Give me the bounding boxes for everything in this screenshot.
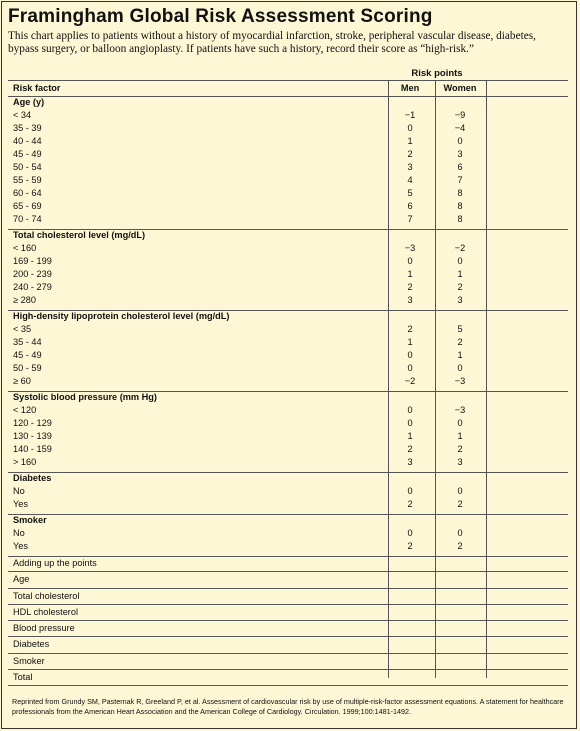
table-row <box>8 430 568 443</box>
table-header-row <box>8 80 568 96</box>
risk-points-header: Risk points <box>411 68 463 79</box>
men-points: 2 <box>407 444 413 454</box>
women-points: 0 <box>457 528 463 538</box>
table-row <box>8 122 568 135</box>
section-heading: High-density lipoprotein cholesterol level (mg/dL) <box>13 311 230 321</box>
section-rule <box>8 229 568 230</box>
men-points: 7 <box>407 214 413 224</box>
totals-label: Diabetes <box>13 639 50 650</box>
section-heading-row <box>8 514 568 527</box>
totals-label: Smoker <box>13 655 45 666</box>
risk-factor-label: 169 - 199 <box>13 256 52 266</box>
men-points: 0 <box>407 486 413 496</box>
women-points: 0 <box>457 136 463 146</box>
women-points: 5 <box>457 324 463 334</box>
risk-factor-label: 60 - 64 <box>13 188 42 198</box>
men-points: 4 <box>407 175 413 185</box>
table-row <box>8 242 568 255</box>
section-rule <box>8 310 568 311</box>
risk-factor-label: 200 - 239 <box>13 269 52 279</box>
table-row <box>8 109 568 122</box>
risk-factor-label: 55 - 59 <box>13 175 42 185</box>
risk-factor-label: 130 - 139 <box>13 431 52 441</box>
risk-factor-label: < 120 <box>13 405 37 415</box>
table-row <box>8 281 568 294</box>
section-heading: Diabetes <box>13 473 52 483</box>
women-points: 3 <box>457 295 463 305</box>
men-points: 1 <box>407 431 413 441</box>
men-points: −3 <box>404 243 416 253</box>
risk-table <box>8 80 568 683</box>
risk-factor-label: 50 - 59 <box>13 363 42 373</box>
risk-factor-label: > 160 <box>13 457 37 467</box>
risk-factor-header: Risk factor <box>13 83 61 93</box>
table-row <box>8 443 568 456</box>
table-row <box>8 498 568 511</box>
table-row <box>8 268 568 281</box>
risk-factor-label: 45 - 49 <box>13 350 42 360</box>
men-points: 1 <box>407 269 413 279</box>
column-rule <box>388 80 389 678</box>
men-points: 0 <box>407 350 413 360</box>
risk-factor-label: < 34 <box>13 110 32 120</box>
men-points: 3 <box>407 457 413 467</box>
section-rule <box>8 556 568 557</box>
table-row <box>8 417 568 430</box>
totals-label: Total <box>13 672 33 683</box>
risk-factor-label: Yes <box>13 541 28 551</box>
risk-factor-label: Yes <box>13 499 28 509</box>
men-points: −2 <box>404 376 416 386</box>
risk-factor-label: 120 - 129 <box>13 418 52 428</box>
men-points: 2 <box>407 324 413 334</box>
section-rule <box>8 391 568 392</box>
women-points: 8 <box>457 201 463 211</box>
table-row <box>8 323 568 336</box>
table-row <box>8 527 568 540</box>
women-points: 0 <box>457 256 463 266</box>
women-column-header: Women <box>443 83 477 93</box>
men-points: 0 <box>407 123 413 133</box>
section-heading: Systolic blood pressure (mm Hg) <box>13 392 157 402</box>
women-points: −3 <box>454 405 466 415</box>
women-points: 0 <box>457 418 463 428</box>
totals-label: Adding up the points <box>13 558 97 568</box>
women-points: 3 <box>457 149 463 159</box>
risk-factor-label: 45 - 49 <box>13 149 42 159</box>
women-points: 2 <box>457 282 463 292</box>
risk-factor-label: 65 - 69 <box>13 201 42 211</box>
section-heading-row <box>8 391 568 404</box>
section-rule <box>8 472 568 473</box>
section-rule <box>8 514 568 515</box>
men-points: 0 <box>407 363 413 373</box>
table-row <box>8 200 568 213</box>
men-points: 2 <box>407 541 413 551</box>
men-points: 3 <box>407 162 413 172</box>
table-row <box>8 540 568 553</box>
risk-factor-label: ≥ 280 <box>13 295 36 305</box>
women-points: 3 <box>457 457 463 467</box>
section-heading: Age (y) <box>13 97 45 107</box>
footnote: Reprinted from Grundy SM, Pasternak R, Greeland P, et al. Assessment of cardiovascular risk by use of multiple-risk-factor assessment equations. A statement for healthcare professionals from the American Heart Association and the American College of Cardiology. Circulation. 1999;100:1481-1492. <box>12 697 564 716</box>
women-points: 0 <box>457 363 463 373</box>
women-points: −4 <box>454 123 466 133</box>
totals-row <box>8 605 568 621</box>
risk-factor-label: ≥ 60 <box>13 376 31 386</box>
column-rule <box>435 80 436 678</box>
women-points: −2 <box>454 243 466 253</box>
women-points: 8 <box>457 188 463 198</box>
totals-row <box>8 654 568 670</box>
intro-paragraph: This chart applies to patients without a history of myocardial infarction, stroke, peripheral vascular disease, diabetes, bypass surgery, or balloon angioplasty. If patients have such a history, record their score as “high-risk.” <box>8 30 536 55</box>
men-points: 1 <box>407 136 413 146</box>
risk-factor-label: 140 - 159 <box>13 444 52 454</box>
totals-row <box>8 621 568 637</box>
risk-factor-label: No <box>13 528 25 538</box>
women-points: 0 <box>457 486 463 496</box>
section-heading-row <box>8 229 568 242</box>
men-points: 2 <box>407 282 413 292</box>
men-points: 3 <box>407 295 413 305</box>
men-points: 1 <box>407 337 413 347</box>
men-points: 0 <box>407 418 413 428</box>
women-points: 2 <box>457 337 463 347</box>
table-row <box>8 187 568 200</box>
totals-label: Total cholesterol <box>13 590 80 601</box>
men-column-header: Men <box>400 83 420 93</box>
women-points: 1 <box>457 269 463 279</box>
men-points: 2 <box>407 499 413 509</box>
men-points: 0 <box>407 256 413 266</box>
women-points: 7 <box>457 175 463 185</box>
risk-factor-label: No <box>13 486 25 496</box>
totals-row <box>8 670 568 686</box>
risk-factor-label: 50 - 54 <box>13 162 42 172</box>
table-row <box>8 349 568 362</box>
men-points: 6 <box>407 201 413 211</box>
risk-factor-label: 35 - 44 <box>13 337 42 347</box>
table-row <box>8 456 568 469</box>
risk-factor-label: 40 - 44 <box>13 136 42 146</box>
section-heading: Total cholesterol level (mg/dL) <box>13 230 146 240</box>
totals-row <box>8 637 568 653</box>
table-top-rule <box>8 80 568 81</box>
risk-factor-label: < 160 <box>13 243 37 253</box>
header-rule <box>8 96 568 97</box>
table-row <box>8 485 568 498</box>
totals-row <box>8 589 568 605</box>
men-points: 0 <box>407 405 413 415</box>
men-points: 2 <box>407 149 413 159</box>
table-row <box>8 294 568 307</box>
men-points: 0 <box>407 528 413 538</box>
section-heading: Smoker <box>13 515 47 525</box>
table-row <box>8 375 568 388</box>
women-points: −9 <box>454 110 466 120</box>
page-title: Framingham Global Risk Assessment Scoring <box>8 6 433 27</box>
risk-factor-label: 70 - 74 <box>13 214 42 224</box>
women-points: 1 <box>457 350 463 360</box>
table-row <box>8 404 568 417</box>
table-row <box>8 255 568 268</box>
men-points: −1 <box>404 110 416 120</box>
risk-factor-label: < 35 <box>13 324 32 334</box>
section-heading-row <box>8 310 568 323</box>
section-heading-row <box>8 472 568 485</box>
risk-table-rows <box>8 80 568 686</box>
risk-factor-label: 240 - 279 <box>13 282 52 292</box>
women-points: 1 <box>457 431 463 441</box>
totals-label: Age <box>13 574 30 585</box>
section-heading-row <box>8 96 568 109</box>
table-row <box>8 148 568 161</box>
women-points: 2 <box>457 499 463 509</box>
women-points: 6 <box>457 162 463 172</box>
women-points: 2 <box>457 541 463 551</box>
totals-label: HDL cholesterol <box>13 606 79 617</box>
men-points: 5 <box>407 188 413 198</box>
totals-row <box>8 572 568 588</box>
column-rule <box>486 80 487 678</box>
table-row <box>8 135 568 148</box>
totals-label: Blood pressure <box>13 623 75 634</box>
table-row <box>8 213 568 226</box>
table-row <box>8 161 568 174</box>
totals-row <box>8 556 568 572</box>
risk-factor-label: 35 - 39 <box>13 123 42 133</box>
table-row <box>8 362 568 375</box>
women-points: 2 <box>457 444 463 454</box>
women-points: −3 <box>454 376 466 386</box>
table-row <box>8 174 568 187</box>
women-points: 8 <box>457 214 463 224</box>
table-row <box>8 336 568 349</box>
